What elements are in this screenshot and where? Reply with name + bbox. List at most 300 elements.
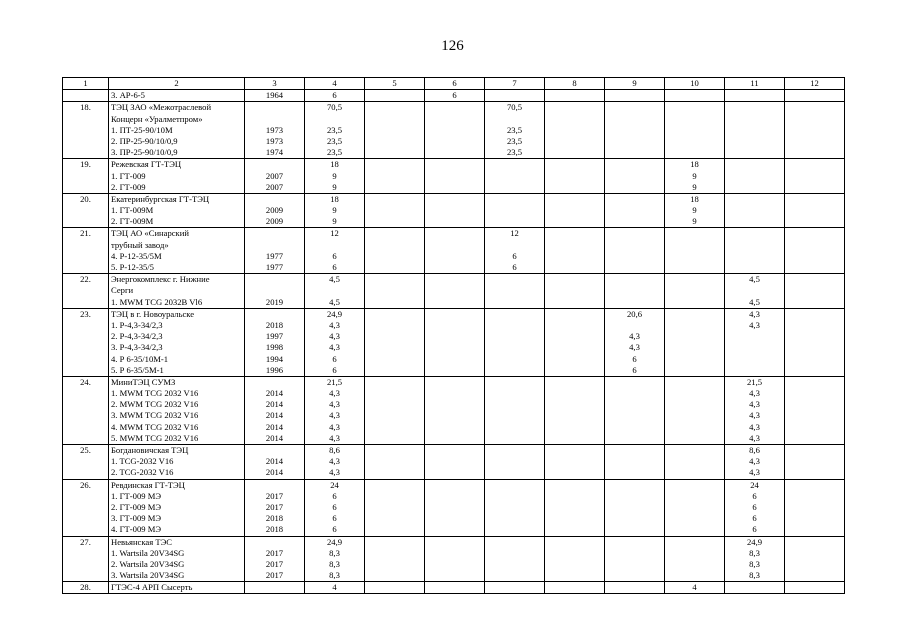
value-cell [725, 479, 785, 536]
cell-line: 2017 [265, 501, 284, 512]
column-header: 3 [245, 78, 305, 90]
cell-line: 8,3 [329, 570, 340, 581]
value-cell [245, 228, 305, 274]
cell-line: 1. TCG-2032 V16 [111, 456, 174, 467]
cell-line [667, 90, 722, 101]
cell-line [727, 285, 782, 296]
cell-line [487, 114, 542, 125]
value-cell [485, 228, 545, 274]
plant-name-cell [109, 274, 245, 309]
cell-line: 3. Wartsila 20V34SG [111, 570, 185, 581]
column-header: 5 [365, 78, 425, 90]
value-cell [365, 274, 425, 309]
cell-line: 9 [692, 181, 697, 192]
value-cell [785, 228, 845, 274]
cell-line: 2019 [265, 296, 284, 307]
value-cell [545, 159, 605, 194]
cell-line: 4. ГТ-009 МЭ [111, 524, 162, 535]
plant-name-cell [109, 582, 245, 594]
value-cell [545, 193, 605, 228]
value-cell [365, 445, 425, 480]
row-number-cell: 25. [63, 445, 109, 480]
value-cell [665, 376, 725, 444]
value-cell [425, 582, 485, 594]
row-number-cell [63, 90, 109, 102]
cell-line: 4,3 [749, 456, 760, 467]
cell-line [307, 285, 362, 296]
cell-line: 9 [332, 205, 337, 216]
value-cell [425, 376, 485, 444]
cell-line [727, 90, 782, 101]
cell-line: ТЭЦ в г. Новоуральске [111, 308, 195, 319]
cell-line: Богдановичская ТЭЦ [111, 445, 189, 456]
cell-line: 1994 [265, 353, 284, 364]
cell-line [247, 274, 302, 285]
table-row [63, 193, 845, 228]
cell-line: 4,3 [329, 399, 340, 410]
cell-line: 1. Wartsila 20V34SG [111, 547, 185, 558]
cell-line: 5. MWM TCG 2032 V16 [111, 432, 199, 443]
header-row [63, 78, 845, 90]
cell-line: 2017 [265, 570, 284, 581]
cell-line: 4. Р-12-35/5М [111, 250, 162, 261]
value-cell [425, 90, 485, 102]
cell-line: 9 [332, 170, 337, 181]
cell-line [487, 90, 542, 101]
cell-line: 6 [332, 501, 337, 512]
cell-line: 6 [332, 262, 337, 273]
cell-line: 2017 [265, 558, 284, 569]
value-cell [365, 193, 425, 228]
cell-line: 6 [332, 250, 337, 261]
cell-line: 4,5 [329, 296, 340, 307]
cell-line: Серги [111, 285, 134, 296]
cell-line: 4,3 [329, 432, 340, 443]
cell-line: 4 [692, 582, 697, 593]
value-cell [305, 228, 365, 274]
cell-line: 23,5 [506, 147, 523, 158]
value-cell [245, 90, 305, 102]
row-number-cell: 19. [63, 159, 109, 194]
cell-line: 2007 [265, 170, 284, 181]
value-cell [545, 274, 605, 309]
cell-line: 6 [632, 353, 637, 364]
plant-name-cell [109, 159, 245, 194]
row-number-cell: 18. [63, 102, 109, 159]
value-cell [665, 536, 725, 582]
cell-line: 6 [512, 250, 517, 261]
cell-line: 4,3 [329, 467, 340, 478]
cell-line: 6 [332, 364, 337, 375]
value-cell [485, 445, 545, 480]
value-cell [425, 308, 485, 376]
column-header: 10 [665, 78, 725, 90]
value-cell [305, 445, 365, 480]
value-cell [605, 479, 665, 536]
plant-name-cell [109, 445, 245, 480]
cell-line: 3. ПР-25-90/10/0,9 [111, 147, 178, 158]
cell-line: 6 [632, 364, 637, 375]
cell-line: Режевская ГТ-ТЭЦ [111, 159, 182, 170]
plant-name-cell [109, 90, 245, 102]
value-cell [485, 90, 545, 102]
cell-line: 2. MWM TCG 2032 V16 [111, 399, 199, 410]
cell-line: ТЭЦ ЗАО «Межотраслевой [111, 102, 212, 113]
value-cell [725, 582, 785, 594]
value-cell [305, 479, 365, 536]
cell-line: 6 [332, 524, 337, 535]
cell-line [487, 240, 542, 251]
cell-line: 24,9 [326, 308, 343, 319]
row-number-cell: 23. [63, 308, 109, 376]
value-cell [425, 536, 485, 582]
value-cell [485, 479, 545, 536]
cell-line: 6 [332, 490, 337, 501]
table-row [63, 102, 845, 159]
cell-line: 2007 [265, 181, 284, 192]
cell-line: 2017 [265, 490, 284, 501]
cell-line: 12 [330, 228, 339, 239]
table-row [63, 90, 845, 102]
cell-line: Энергокомплекс г. Нижние [111, 274, 210, 285]
value-cell [725, 445, 785, 480]
value-cell [245, 308, 305, 376]
row-number-cell: 26. [63, 479, 109, 536]
value-cell [785, 479, 845, 536]
cell-line: трубный завод» [111, 239, 169, 250]
cell-line [247, 377, 302, 388]
cell-line: 4,3 [329, 331, 340, 342]
value-cell [665, 308, 725, 376]
table-row [63, 159, 845, 194]
cell-line: 8,3 [749, 558, 760, 569]
cell-line [247, 102, 302, 113]
table-row [63, 536, 845, 582]
cell-line: 9 [332, 181, 337, 192]
value-cell [665, 102, 725, 159]
cell-line [247, 194, 302, 205]
value-cell [605, 90, 665, 102]
cell-line: 1. ГТ-009 МЭ [111, 490, 162, 501]
cell-line: 6 [332, 353, 337, 364]
value-cell [485, 308, 545, 376]
table-row [63, 308, 845, 376]
cell-line [247, 159, 302, 170]
value-cell [785, 274, 845, 309]
plant-name-cell [109, 193, 245, 228]
cell-line [607, 320, 662, 331]
row-number-cell: 21. [63, 228, 109, 274]
cell-line: 12 [510, 228, 519, 239]
cell-line: 6 [752, 513, 757, 524]
value-cell [305, 308, 365, 376]
value-cell [725, 90, 785, 102]
cell-line: 6 [512, 262, 517, 273]
cell-line: 1. ГТ-009М [111, 205, 154, 216]
column-header: 6 [425, 78, 485, 90]
table-row [63, 445, 845, 480]
cell-line: 21,5 [746, 376, 763, 387]
cell-line: МиниТЭЦ СУМЗ [111, 376, 176, 387]
value-cell [365, 159, 425, 194]
cell-line [247, 582, 302, 593]
cell-line: 1964 [265, 90, 284, 101]
value-cell [425, 193, 485, 228]
cell-line [247, 114, 302, 125]
cell-line [307, 114, 362, 125]
column-header: 7 [485, 78, 545, 90]
cell-line: 23,5 [506, 124, 523, 135]
row-number-cell: 24. [63, 376, 109, 444]
value-cell [785, 536, 845, 582]
plant-name-cell [109, 308, 245, 376]
table-row [63, 582, 845, 594]
value-cell [725, 536, 785, 582]
cell-line: 24 [750, 479, 759, 490]
value-cell [785, 445, 845, 480]
cell-line [367, 90, 422, 101]
cell-line: 4,3 [749, 410, 760, 421]
value-cell [725, 228, 785, 274]
cell-line: 8,3 [749, 570, 760, 581]
value-cell [605, 193, 665, 228]
value-cell [785, 582, 845, 594]
cell-line: 4. Р 6-35/10М-1 [111, 353, 169, 364]
cell-line: 8,3 [329, 558, 340, 569]
cell-line: 9 [332, 216, 337, 227]
value-cell [785, 159, 845, 194]
value-cell [425, 159, 485, 194]
value-cell [365, 308, 425, 376]
value-cell [485, 102, 545, 159]
cell-line [247, 480, 302, 491]
cell-line: 3. MWM TCG 2032 V16 [111, 410, 199, 421]
cell-line: 3. АР-6-5 [111, 90, 145, 101]
value-cell [725, 159, 785, 194]
value-cell [605, 159, 665, 194]
value-cell [305, 159, 365, 194]
value-cell [545, 90, 605, 102]
value-cell [305, 102, 365, 159]
value-cell [545, 228, 605, 274]
cell-line [607, 90, 662, 101]
table-row [63, 228, 845, 274]
value-cell [365, 228, 425, 274]
value-cell [665, 90, 725, 102]
value-cell [365, 102, 425, 159]
value-cell [665, 274, 725, 309]
cell-line: 4,5 [749, 274, 760, 285]
cell-line: 2. ГТ-009 [111, 181, 146, 192]
table-body [63, 90, 845, 594]
row-number-cell: 28. [63, 582, 109, 594]
row-number-cell: 20. [63, 193, 109, 228]
cell-line: 4. MWM TCG 2032 V16 [111, 421, 199, 432]
cell-line: 2014 [265, 410, 284, 421]
value-cell [425, 274, 485, 309]
cell-line: 4,3 [749, 432, 760, 443]
cell-line: 4,3 [749, 399, 760, 410]
value-cell [245, 376, 305, 444]
value-cell [305, 376, 365, 444]
cell-line [247, 228, 302, 239]
table-row [63, 274, 845, 309]
cell-line: 4,3 [329, 319, 340, 330]
cell-line: 4,3 [749, 467, 760, 478]
cell-line: 9 [692, 216, 697, 227]
value-cell [485, 193, 545, 228]
value-cell [785, 102, 845, 159]
cell-line: 4,3 [629, 331, 640, 342]
value-cell [545, 582, 605, 594]
cell-line: 2. Р-4,3-34/2,3 [111, 331, 163, 342]
value-cell [245, 445, 305, 480]
value-cell [605, 582, 665, 594]
cell-line: 8,3 [749, 547, 760, 558]
cell-line: 2. TCG-2032 V16 [111, 467, 174, 478]
cell-line [247, 285, 302, 296]
cell-line: 8,3 [329, 547, 340, 558]
cell-line: 9 [692, 170, 697, 181]
value-cell [725, 102, 785, 159]
value-cell [485, 376, 545, 444]
value-cell [305, 536, 365, 582]
power-plants-table [62, 77, 845, 594]
value-cell [245, 274, 305, 309]
cell-line: 1996 [265, 364, 284, 375]
page-number: 126 [441, 38, 464, 54]
cell-line: 5. Р 6-35/5М-1 [111, 364, 164, 375]
value-cell [605, 102, 665, 159]
value-cell [725, 308, 785, 376]
cell-line: 18 [690, 193, 699, 204]
cell-line: 70,5 [326, 102, 343, 113]
value-cell [605, 376, 665, 444]
cell-line: 4,3 [329, 388, 340, 399]
cell-line: 1. MWM TCG 2032 V16 [111, 388, 199, 399]
cell-line: 4,3 [329, 456, 340, 467]
cell-line: 4,3 [629, 342, 640, 353]
value-cell [725, 376, 785, 444]
cell-line: 8,6 [329, 445, 340, 456]
cell-line: 4,3 [329, 410, 340, 421]
value-cell [545, 536, 605, 582]
cell-line: 4,5 [749, 296, 760, 307]
value-cell [365, 376, 425, 444]
cell-line: 1973 [265, 124, 284, 135]
value-cell [425, 102, 485, 159]
cell-line: 2018 [265, 319, 284, 330]
value-cell [605, 536, 665, 582]
value-cell [605, 308, 665, 376]
value-cell [665, 582, 725, 594]
value-cell [365, 582, 425, 594]
column-header: 11 [725, 78, 785, 90]
cell-line: 4,3 [749, 308, 760, 319]
column-header: 12 [785, 78, 845, 90]
value-cell [425, 228, 485, 274]
value-cell [245, 193, 305, 228]
value-cell [245, 159, 305, 194]
value-cell [545, 479, 605, 536]
value-cell [245, 102, 305, 159]
cell-line: 23,5 [326, 147, 343, 158]
cell-line: 4 [332, 582, 337, 593]
table-row [63, 376, 845, 444]
value-cell [665, 228, 725, 274]
cell-line: 3. ГТ-009 МЭ [111, 513, 162, 524]
value-cell [785, 376, 845, 444]
value-cell [605, 445, 665, 480]
value-cell [785, 90, 845, 102]
cell-line: 2014 [265, 467, 284, 478]
value-cell [665, 479, 725, 536]
cell-line: 2. Wartsila 20V34SG [111, 558, 185, 569]
cell-line: 1998 [265, 342, 284, 353]
cell-line: 2014 [265, 399, 284, 410]
column-header: 4 [305, 78, 365, 90]
column-header: 2 [109, 78, 245, 90]
cell-line: 1. ПТ-25-90/10М [111, 124, 173, 135]
value-cell [485, 536, 545, 582]
cell-line: 4,3 [329, 342, 340, 353]
value-cell [485, 582, 545, 594]
cell-line: 2018 [265, 513, 284, 524]
cell-line: 24 [330, 479, 339, 490]
value-cell [305, 582, 365, 594]
cell-line: 23,5 [326, 124, 343, 135]
value-cell [545, 102, 605, 159]
cell-line: Ревдинская ГТ-ТЭЦ [111, 479, 185, 490]
cell-line: 6 [452, 90, 457, 101]
value-cell [785, 193, 845, 228]
table-row [63, 479, 845, 536]
cell-line: Концерн «Уралметпром» [111, 113, 203, 124]
value-cell [305, 274, 365, 309]
cell-line: 9 [692, 205, 697, 216]
cell-line: ТЭЦ АО «Синарский [111, 228, 189, 239]
cell-line: 4,3 [749, 421, 760, 432]
cell-line: 4,5 [329, 274, 340, 285]
cell-line [247, 240, 302, 251]
value-cell [365, 536, 425, 582]
cell-line: 1974 [265, 147, 284, 158]
plant-name-cell [109, 102, 245, 159]
value-cell [545, 445, 605, 480]
cell-line [247, 309, 302, 320]
cell-line: 2. ГТ-009М [111, 216, 154, 227]
value-cell [665, 159, 725, 194]
value-cell [725, 193, 785, 228]
cell-line: 23,5 [326, 135, 343, 146]
cell-line: 1977 [265, 262, 284, 273]
cell-line: 6 [752, 501, 757, 512]
value-cell [485, 274, 545, 309]
cell-line: 3. Р-4,3-34/2,3 [111, 342, 163, 353]
value-cell [785, 308, 845, 376]
cell-line: 2014 [265, 421, 284, 432]
plant-name-cell [109, 536, 245, 582]
cell-line: 2. ПР-25-90/10/0,9 [111, 135, 178, 146]
cell-line [787, 90, 842, 101]
cell-line: 1. MWM TCG 2032B Vl6 [111, 296, 203, 307]
cell-line: 6 [752, 490, 757, 501]
plant-name-cell [109, 228, 245, 274]
cell-line: 2017 [265, 547, 284, 558]
column-header: 8 [545, 78, 605, 90]
cell-line: 21,5 [326, 376, 343, 387]
cell-line: ГТЭС-4 АРП Сысерть [111, 582, 193, 593]
